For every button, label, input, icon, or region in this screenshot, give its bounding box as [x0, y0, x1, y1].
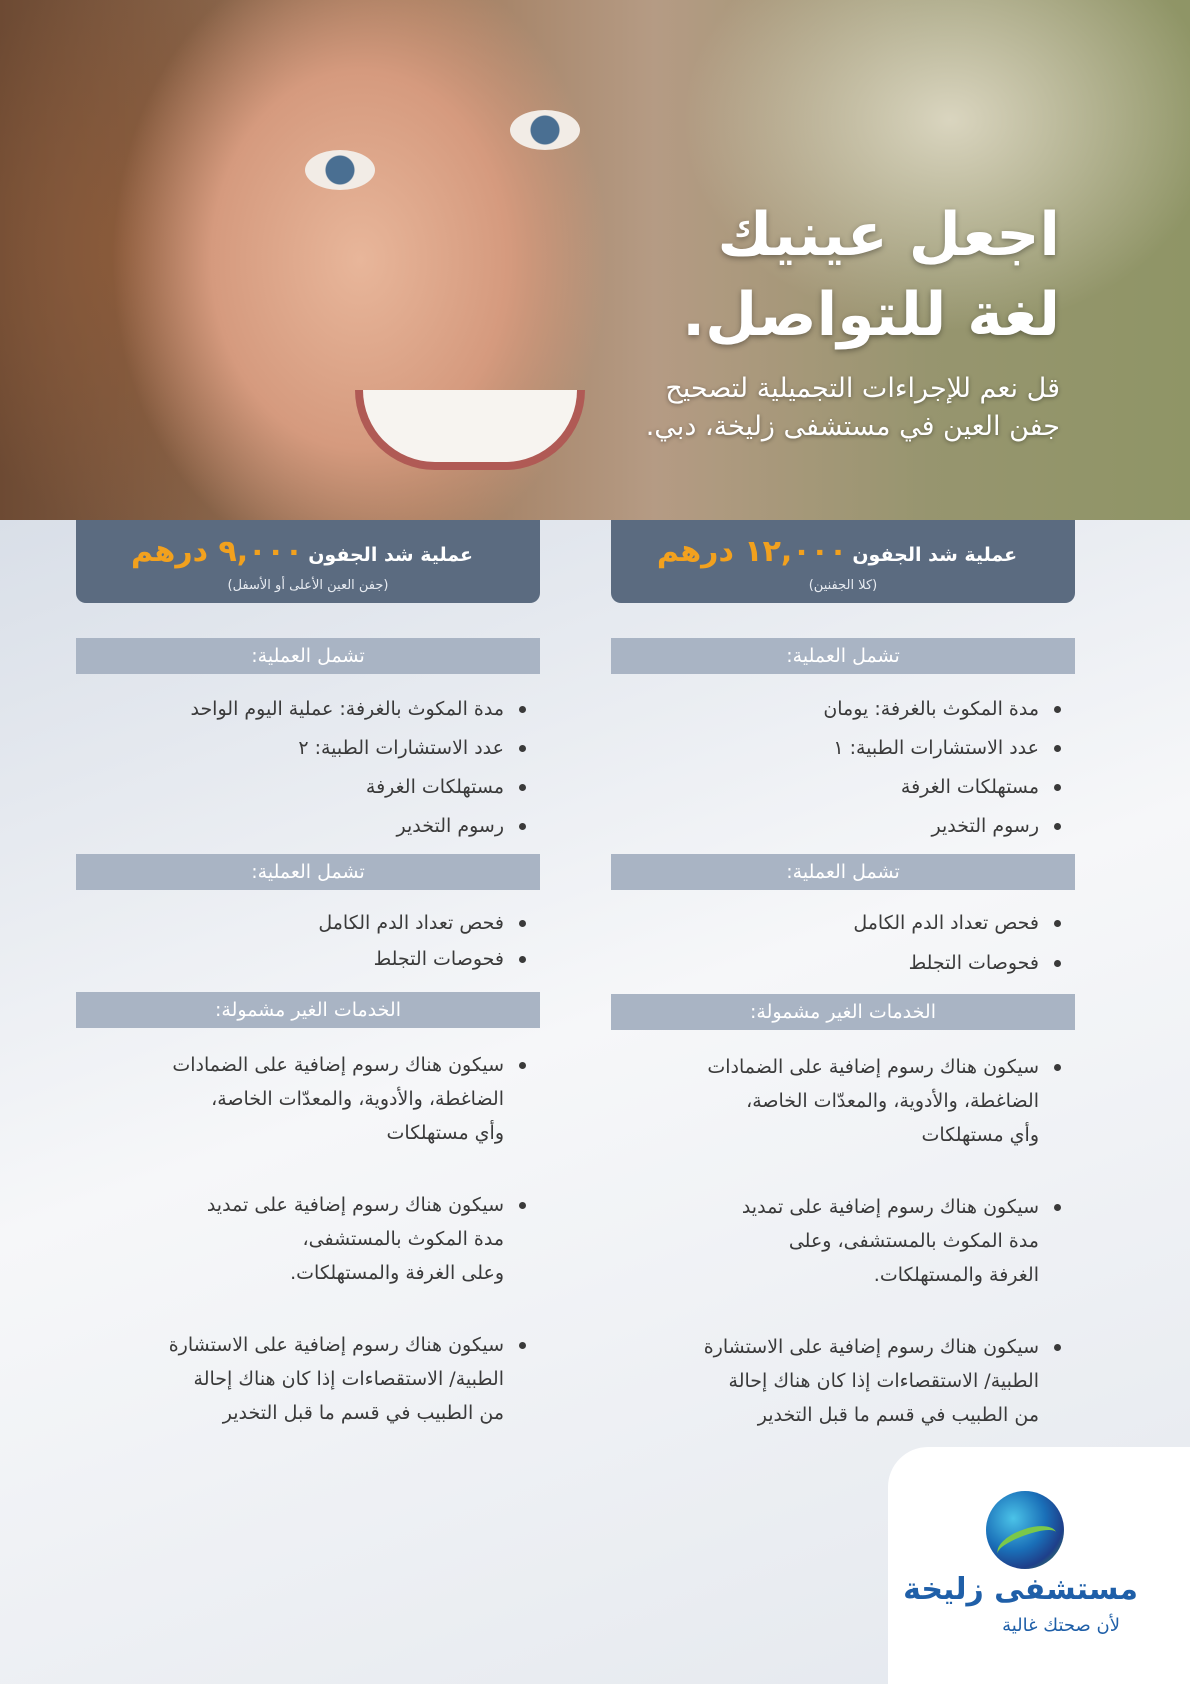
procedure-name: عملية شد الجفون	[852, 544, 1018, 566]
globe-logo-icon	[986, 1491, 1064, 1569]
list-item: عدد الاستشارات الطبية: ١	[611, 731, 1039, 765]
smile-illustration	[355, 390, 585, 470]
headline-line-1: اجعل عينيك	[717, 200, 1060, 270]
text-line: الطبية/ الاستقصاءات إذا كان هناك إحالة	[193, 1368, 504, 1390]
list-item: فحص تعداد الدم الكامل	[611, 906, 1039, 940]
text-line: وأي مستهلكات	[386, 1122, 504, 1144]
includes-list	[76, 692, 540, 843]
text-line: سيكون هناك رسوم إضافية على تمديد	[741, 1196, 1039, 1218]
text-line: من الطبيب في قسم ما قبل التخدير	[757, 1404, 1039, 1426]
text-line: وأي مستهلكات	[921, 1124, 1039, 1146]
logo-name: مستشفى زليخة	[903, 1572, 1138, 1607]
excluded-list	[611, 1050, 1075, 1432]
text-line: سيكون هناك رسوم إضافية على الاستشارة	[703, 1336, 1039, 1358]
list-item	[611, 1330, 1039, 1432]
list-item: فحوصات التجلط	[76, 942, 504, 976]
text-line: الغرفة والمستهلكات.	[873, 1264, 1039, 1286]
list-item: فحوصات التجلط	[611, 946, 1039, 980]
list-item: مدة المكوث بالغرفة: يومان	[611, 692, 1039, 726]
text-line: الضاغطة، والأدوية، والمعدّات الخاصة،	[746, 1090, 1039, 1112]
headline	[682, 195, 1060, 355]
list-item: مستهلكات الغرفة	[611, 770, 1039, 804]
logo-tagline: لأن صحتك غالية	[1002, 1615, 1120, 1636]
subheadline	[646, 370, 1060, 446]
text-line: سيكون هناك رسوم إضافية على الضمادات	[707, 1056, 1039, 1078]
hero-photo	[0, 0, 1190, 520]
tests-list	[76, 906, 540, 976]
list-item: رسوم التخدير	[76, 809, 504, 843]
includes-title: تشمل العملية:	[611, 638, 1075, 674]
list-item	[611, 1190, 1039, 1292]
text-line: سيكون هناك رسوم إضافية على الاستشارة	[168, 1334, 504, 1356]
text-line: وعلى الغرفة والمستهلكات.	[290, 1262, 504, 1284]
includes-title: تشمل العملية:	[76, 638, 540, 674]
eye-illustration-left	[305, 150, 375, 190]
price-amount: ١٢,٠٠٠ درهم	[656, 534, 848, 569]
list-item	[611, 1050, 1039, 1152]
headline-line-2: لغة للتواصل.	[682, 280, 1060, 350]
list-item	[76, 1048, 504, 1150]
package-column-single-eyelid	[76, 520, 540, 1468]
list-item: مدة المكوث بالغرفة: عملية اليوم الواحد	[76, 692, 504, 726]
tests-title: تشمل العملية:	[611, 854, 1075, 890]
text-line: الطبية/ الاستقصاءات إذا كان هناك إحالة	[728, 1370, 1039, 1392]
price-card	[611, 520, 1075, 603]
tests-list	[611, 906, 1075, 980]
price-card	[76, 520, 540, 603]
list-item: رسوم التخدير	[611, 809, 1039, 843]
price-note: (جفن العين الأعلى أو الأسفل)	[227, 578, 389, 593]
price-amount: ٩,٠٠٠ درهم	[131, 534, 304, 569]
hospital-logo	[888, 1447, 1190, 1684]
list-item	[76, 1188, 504, 1290]
subheadline-line-1: قل نعم للإجراءات التجميلية لتصحيح	[665, 373, 1060, 404]
text-line: مدة المكوث بالمستشفى، وعلى	[788, 1230, 1039, 1252]
price-note: (كلا الجفنين)	[808, 578, 878, 593]
text-line: مدة المكوث بالمستشفى،	[302, 1228, 504, 1250]
includes-list	[611, 692, 1075, 843]
list-item: مستهلكات الغرفة	[76, 770, 504, 804]
tests-title: تشمل العملية:	[76, 854, 540, 890]
excluded-title: الخدمات الغير مشمولة:	[611, 994, 1075, 1030]
text-line: سيكون هناك رسوم إضافية على الضمادات	[172, 1054, 504, 1076]
package-column-both-eyelids	[611, 520, 1075, 1470]
text-line: سيكون هناك رسوم إضافية على تمديد	[206, 1194, 504, 1216]
excluded-list	[76, 1048, 540, 1430]
text-line: من الطبيب في قسم ما قبل التخدير	[222, 1402, 504, 1424]
excluded-title: الخدمات الغير مشمولة:	[76, 992, 540, 1028]
procedure-name: عملية شد الجفون	[308, 544, 473, 566]
text-line: الضاغطة، والأدوية، والمعدّات الخاصة،	[211, 1088, 504, 1110]
eye-illustration-right	[510, 110, 580, 150]
list-item: عدد الاستشارات الطبية: ٢	[76, 731, 504, 765]
list-item	[76, 1328, 504, 1430]
list-item: فحص تعداد الدم الكامل	[76, 906, 504, 940]
subheadline-line-2: جفن العين في مستشفى زليخة، دبي.	[645, 411, 1060, 442]
